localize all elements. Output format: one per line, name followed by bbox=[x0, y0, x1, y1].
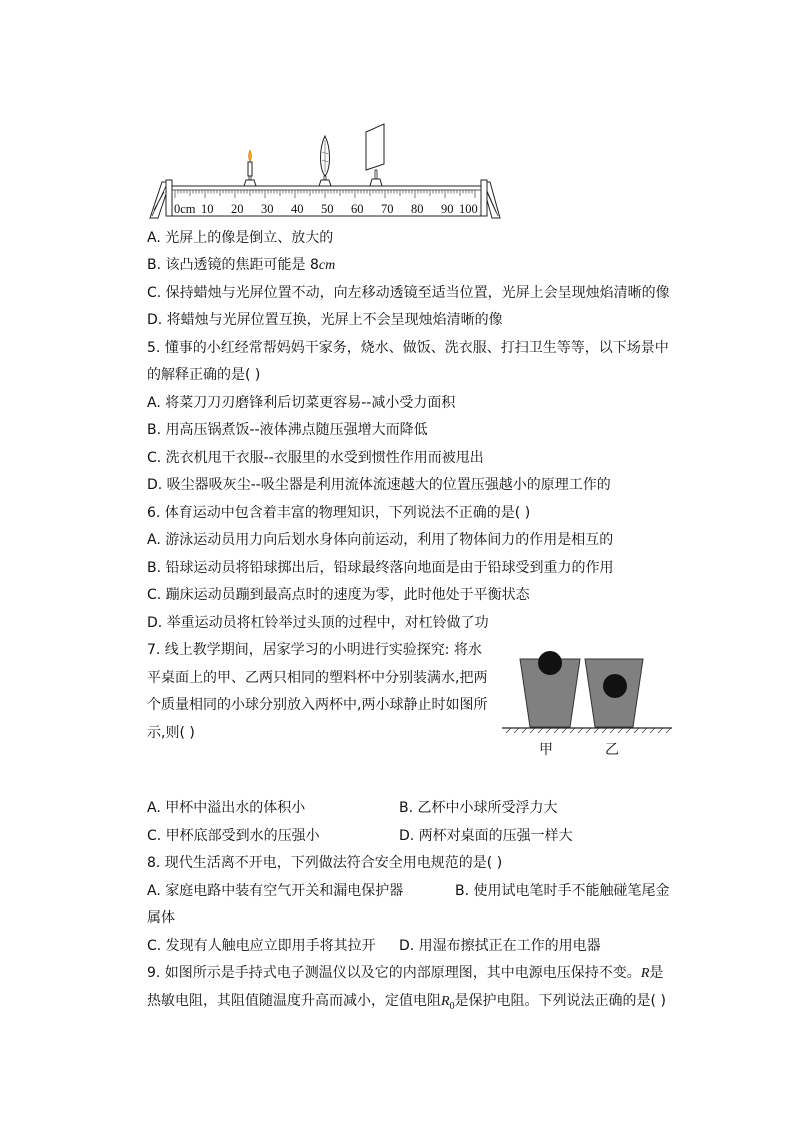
q8-options-row2 bbox=[147, 936, 707, 956]
q4-option-a: A. 光屏上的像是倒立、放大的 bbox=[147, 230, 334, 246]
q6-option-c: C. 蹦床运动员蹦到最高点时的速度为零，此时他处于平衡状态 bbox=[147, 587, 530, 603]
q7-stem-line4: 示,则( ) bbox=[147, 725, 195, 741]
q7-options-row2 bbox=[147, 826, 707, 846]
q5-option-d: D. 吸尘器吸灰尘--吸尘器是利用流体流速越大的位置压强越小的原理工作的 bbox=[147, 477, 611, 493]
q6-option-a: A. 游泳运动员用力向后划水身体向前运动，利用了物体间力的作用是相互的 bbox=[147, 532, 614, 548]
ball-jia bbox=[538, 651, 562, 675]
ball-yi bbox=[603, 674, 627, 698]
q7-option-c: C. 甲杯底部受到水的压强小 bbox=[147, 828, 320, 844]
q6-stem: 6. 体育运动中包含着丰富的物理知识，下列说法不正确的是( ) bbox=[147, 505, 531, 521]
scale-label: 0cm bbox=[174, 202, 196, 216]
optical-bench-figure bbox=[148, 120, 508, 220]
q7-option-d: D. 两杯对桌面的压强一样大 bbox=[399, 828, 573, 844]
q9-stem-line2 bbox=[147, 991, 666, 1017]
q7-stem-line3: 个质量相同的小球分别放入两杯中,两小球静止时如图所 bbox=[147, 697, 488, 713]
q8-option-b-cont: 属体 bbox=[147, 910, 175, 926]
q4-option-c: C. 保持蜡烛与光屏位置不动，向左移动透镜至适当位置，光屏上会呈现烛焰清晰的像 bbox=[147, 285, 670, 301]
scale-label: 40 bbox=[291, 202, 304, 216]
candle bbox=[244, 150, 256, 186]
q5-stem-line2: 的解释正确的是( ) bbox=[147, 367, 261, 383]
q9-stem-line1-text: 9. 如图所示是手持式电子测温仪以及它的内部原理图，其中电源电压保持不变。 bbox=[147, 965, 641, 981]
q9-var-r0: R bbox=[441, 994, 450, 1009]
q4-option-b-unit: cm bbox=[318, 258, 336, 273]
q9-stem-line1-end: 是 bbox=[649, 965, 664, 981]
label-jia: 甲 bbox=[539, 742, 553, 758]
q8-option-b: B. 使用试电笔时手不能触碰笔尾金 bbox=[455, 883, 670, 899]
q8-option-a: A. 家庭电路中装有空气开关和漏电保护器 bbox=[147, 883, 404, 899]
scale-label: 70 bbox=[381, 202, 394, 216]
q6-option-d: D. 举重运动员将杠铃举过头顶的过程中，对杠铃做了功 bbox=[147, 615, 489, 631]
light-screen bbox=[366, 124, 384, 186]
scale-label: 50 bbox=[321, 202, 334, 216]
q8-stem: 8. 现代生活离不开电，下列做法符合安全用电规范的是( ) bbox=[147, 855, 503, 871]
convex-lens bbox=[319, 136, 331, 186]
q9-var-r0-sub: 0 bbox=[449, 1000, 455, 1012]
q9-var-r: R bbox=[640, 966, 650, 981]
q7-option-a: A. 甲杯中溢出水的体积小 bbox=[147, 800, 306, 816]
label-yi: 乙 bbox=[605, 742, 619, 758]
scale-label: 80 bbox=[411, 202, 424, 216]
q8-option-c: C. 发现有人触电应立即用手将其拉开 bbox=[147, 938, 376, 954]
scale-label: 60 bbox=[351, 202, 364, 216]
q6-option-b: B. 铅球运动员将铅球掷出后，铅球最终落向地面是由于铅球受到重力的作用 bbox=[147, 560, 614, 576]
q5-stem-line1: 5. 懂事的小红经常帮妈妈干家务，烧水、做饭、洗衣服、打扫卫生等等，以下场景中 bbox=[147, 340, 669, 356]
q8-options-row1 bbox=[147, 881, 707, 901]
q5-option-b: B. 用高压锅煮饭--液体沸点随压强增大而降低 bbox=[147, 422, 428, 438]
q8-option-d: D. 用湿布擦拭正在工作的用电器 bbox=[399, 938, 601, 954]
q4-option-d: D. 将蜡烛与光屏位置互换，光屏上不会呈现烛焰清晰的像 bbox=[147, 312, 503, 328]
q7-options-row1 bbox=[147, 798, 707, 818]
scale-label: 100 bbox=[459, 202, 478, 216]
q9-stem-line1 bbox=[147, 963, 663, 984]
q7-stem-line1: 7. 线上教学期间，居家学习的小明进行实验探究: 将水 bbox=[147, 642, 482, 658]
scale-label: 90 bbox=[441, 202, 454, 216]
scale-label: 20 bbox=[231, 202, 244, 216]
q5-option-a: A. 将菜刀刀刃磨锋利后切菜更容易--减小受力面积 bbox=[147, 395, 456, 411]
scale-label: 30 bbox=[261, 202, 274, 216]
scale-label: 10 bbox=[201, 202, 214, 216]
q9-stem-line2-a: 热敏电阻，其阻值随温度升高而减小，定值电阻 bbox=[147, 993, 441, 1009]
q4-option-b-text: B. 该凸透镜的焦距可能是 8 bbox=[147, 257, 319, 273]
q9-stem-line2-b: 是保护电阻。下列说法正确的是( ) bbox=[454, 993, 666, 1009]
q5-option-c: C. 洗衣机甩干衣服--衣服里的水受到惯性作用而被甩出 bbox=[147, 450, 484, 466]
q7-option-b: B. 乙杯中小球所受浮力大 bbox=[399, 800, 558, 816]
cups-figure bbox=[500, 645, 676, 763]
q7-stem-line2: 平桌面上的甲、乙两只相同的塑料杯中分别装满水,把两 bbox=[147, 670, 488, 686]
q4-option-b bbox=[147, 255, 335, 276]
